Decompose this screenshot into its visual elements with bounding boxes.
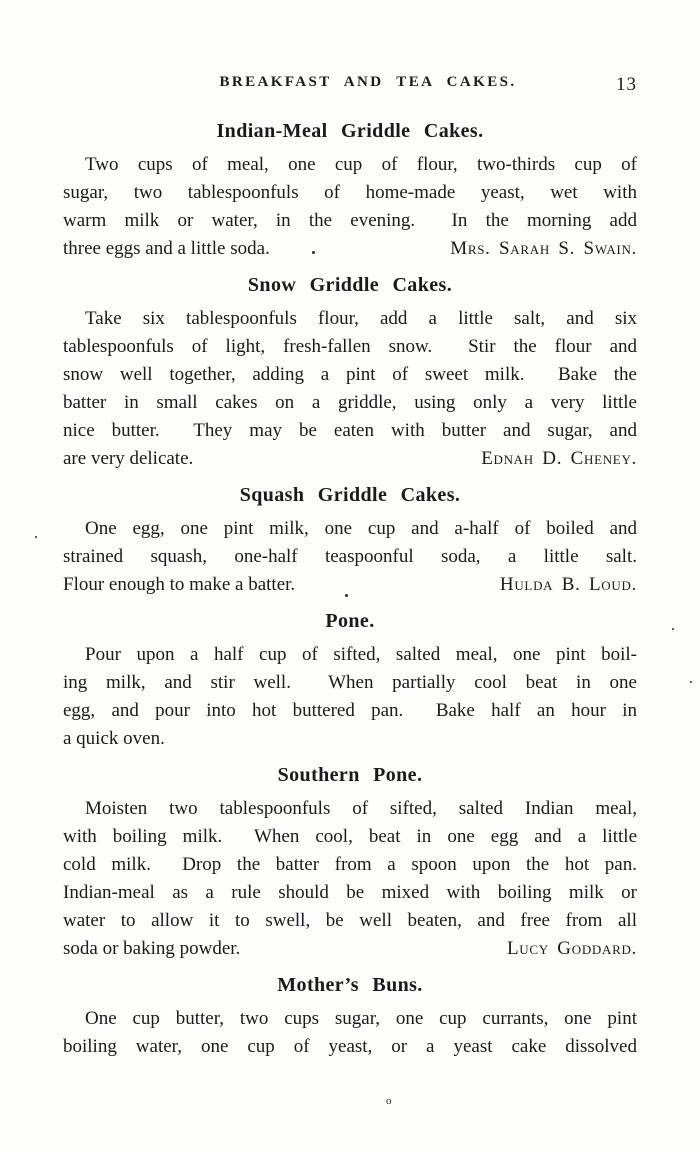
recipe-line: warm milk or water, in the evening. In the morning add	[63, 210, 637, 231]
recipe-line: One egg, one pint milk, one cup and a-half of boiled and	[85, 518, 637, 539]
recipe-line: One cup butter, two cups sugar, one cup currants, one pint	[85, 1008, 637, 1029]
ink-speck	[690, 681, 692, 683]
recipe-title: Mother’s Buns.	[277, 974, 423, 996]
recipe-line-text: soda or baking powder.	[63, 938, 241, 959]
recipe-title: Indian-Meal Griddle Cakes.	[216, 120, 484, 142]
recipe-squash-griddle-cakes	[63, 482, 637, 599]
recipe-line: egg, and pour into hot buttered pan. Bake half an hour in	[63, 700, 637, 721]
recipe-line-text: three eggs and a little soda.	[63, 238, 270, 259]
recipe-line: water to allow it to swell, be well beaten, and free from all	[63, 910, 637, 931]
page-number: 13	[616, 74, 637, 95]
recipe-line: Take six tablespoonfuls flour, add a little salt, and six	[85, 308, 637, 329]
attribution: Lucy Goddard.	[507, 938, 637, 959]
recipe-line: Pour upon a half cup of sifted, salted meal, one pint boil-	[85, 644, 637, 665]
recipe-indian-meal-griddle-cakes	[63, 118, 637, 263]
recipe-last-line	[63, 235, 637, 263]
recipe-last-line	[63, 935, 637, 963]
recipe-line-text: a quick oven.	[63, 728, 165, 749]
recipe-snow-griddle-cakes	[63, 272, 637, 473]
recipe-title: Squash Griddle Cakes.	[239, 484, 461, 506]
attribution: Ednah D. Cheney.	[481, 448, 637, 469]
ink-speck	[672, 628, 674, 630]
recipe-line: batter in small cakes on a griddle, using only a very little	[63, 392, 637, 413]
recipe-last-line	[63, 725, 637, 753]
attribution: Hulda B. Loud.	[499, 574, 637, 595]
recipe-line: snow well together, adding a pint of sweet milk. Bake the	[63, 364, 637, 385]
recipe-line: cold milk. Drop the batter from a spoon upon the hot pan.	[63, 854, 637, 875]
recipe-mothers-buns	[63, 972, 637, 1061]
recipe-line-text: Flour enough to make a batter.	[63, 574, 296, 595]
attribution: Mrs. Sarah S. Swain.	[450, 238, 637, 259]
recipe-last-line	[63, 445, 637, 473]
ink-speck	[345, 594, 348, 597]
recipe-line: sugar, two tablespoonfuls of home-made yeast, wet with	[63, 182, 637, 203]
running-header-title: BREAKFAST AND TEA CAKES.	[219, 74, 517, 90]
recipe-line: tablespoonfuls of light, fresh-fallen snow. Stir the flour and	[63, 336, 637, 357]
recipe-pone	[63, 608, 637, 753]
recipe-last-line	[63, 571, 637, 599]
recipe-line: Indian-meal as a rule should be mixed with boiling milk or	[63, 882, 637, 903]
recipe-line-text: are very delicate.	[63, 448, 194, 469]
ink-speck	[312, 251, 315, 254]
recipe-line: strained squash, one-half teaspoonful soda, a little salt.	[63, 546, 637, 567]
recipe-line: Moisten two tablespoonfuls of sifted, salted Indian meal,	[85, 798, 637, 819]
running-head	[63, 74, 637, 96]
recipe-line: with boiling milk. When cool, beat in one egg and a little	[63, 826, 637, 847]
recipe-line: nice butter. They may be eaten with butter and sugar, and	[63, 420, 637, 441]
recipe-line: boiling water, one cup of yeast, or a yeast cake dissolved	[63, 1036, 637, 1057]
recipe-line: ing milk, and stir well. When partially cool beat in one	[63, 672, 637, 693]
recipe-title: Snow Griddle Cakes.	[247, 274, 453, 296]
signature-mark: o	[386, 1095, 392, 1107]
recipe-title: Pone.	[325, 610, 375, 632]
recipe-title: Southern Pone.	[277, 764, 423, 786]
recipe-line: Two cups of meal, one cup of flour, two-thirds cup of	[85, 154, 637, 175]
ink-speck	[35, 536, 37, 538]
recipe-southern-pone	[63, 762, 637, 963]
